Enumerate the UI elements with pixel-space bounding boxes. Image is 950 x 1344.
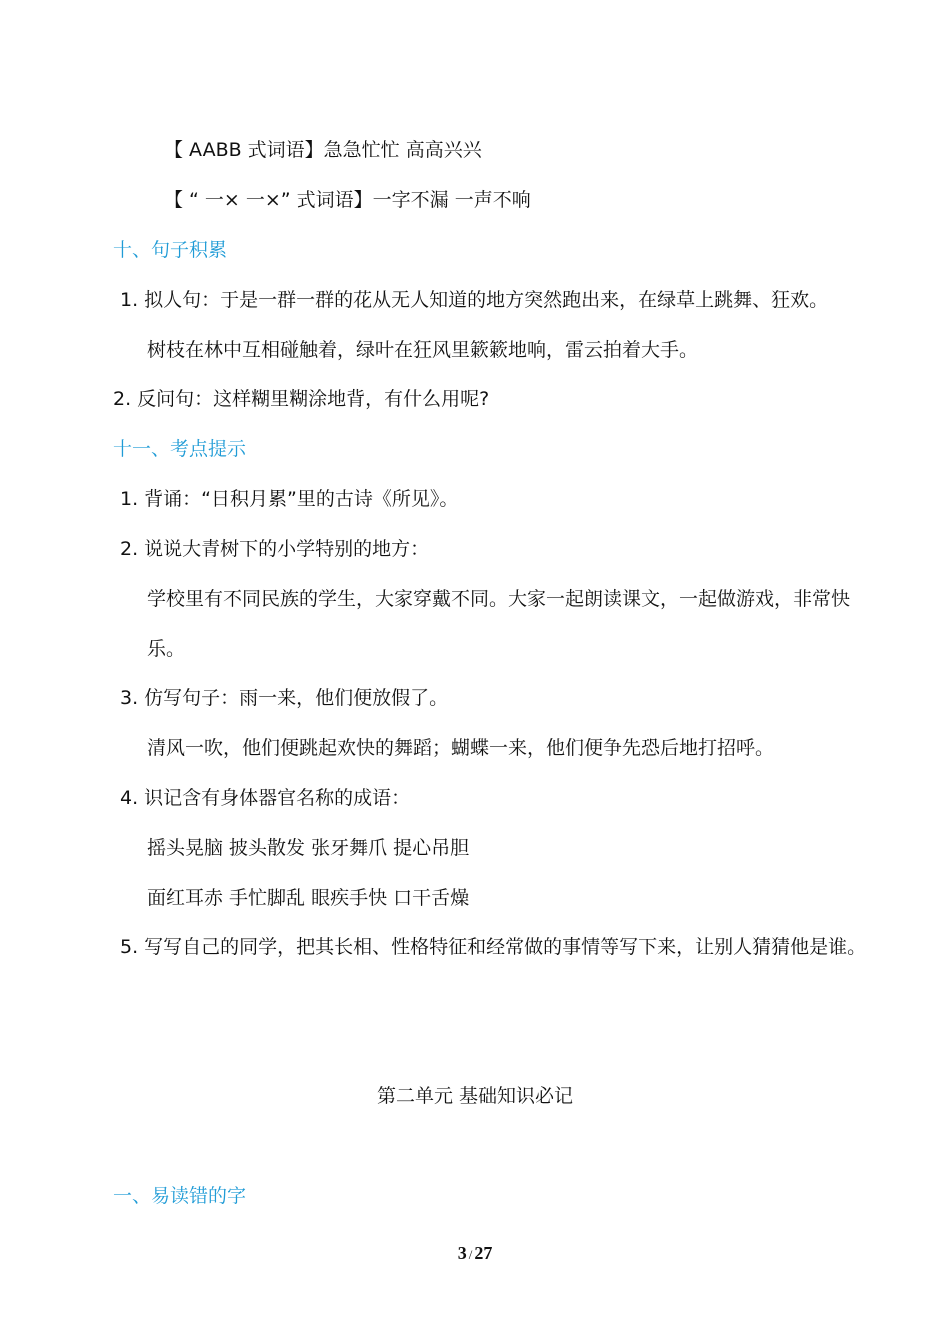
sentence-item-2: 2. 反问句：这样糊里糊涂地背，有什么用呢?: [113, 388, 490, 410]
page-number: [0, 1243, 950, 1264]
section-heading-misread-characters: 一、易读错的字: [113, 1185, 247, 1207]
key-point-4-idioms-1: 摇头晃脑 披头散发 张牙舞爪 提心吊胆: [147, 837, 470, 859]
key-point-2: 2. 说说大青树下的小学特别的地方：: [120, 538, 430, 560]
sentence-item-1: 1. 拟人句：于是一群一群的花从无人知道的地方突然跑出来，在绿草上跳舞、狂欢。: [120, 289, 829, 311]
unit-title: 第二单元 基础知识必记: [376, 1085, 574, 1107]
current-page: 3: [457, 1243, 467, 1263]
section-heading-sentence-accumulation: 十、句子积累: [113, 239, 228, 261]
yi-yi-words-line: 【 “ 一× 一×” 式词语】一字不漏 一声不响: [164, 189, 531, 211]
key-point-4-idioms-2: 面红耳赤 手忙脚乱 眼疾手快 口干舌燥: [147, 887, 470, 909]
key-point-2-answer-line-1: 学校里有不同民族的学生，大家穿戴不同。大家一起朗读课文，一起做游戏，非常快: [147, 588, 851, 610]
page-separator: /: [468, 1247, 473, 1262]
key-point-1: 1. 背诵：“日积月累”里的古诗《所见》。: [120, 488, 459, 510]
total-pages: 27: [474, 1243, 493, 1263]
key-point-3: 3. 仿写句子：雨一来，他们便放假了。: [120, 687, 449, 709]
sentence-item-1-example: 树枝在林中互相碰触着，绿叶在狂风里簌簌地响，雷云拍着大手。: [147, 339, 699, 361]
aabb-words-line: 【 AABB 式词语】急急忙忙 高高兴兴: [164, 139, 482, 161]
key-point-4: 4. 识记含有身体器官名称的成语：: [120, 787, 411, 809]
key-point-3-answer: 清风一吹，他们便跳起欢快的舞蹈；蝴蝶一来，他们便争先恐后地打招呼。: [147, 737, 775, 759]
section-heading-key-points: 十一、考点提示: [113, 438, 247, 460]
key-point-5: 5. 写写自己的同学，把其长相、性格特征和经常做的事情等写下来，让别人猜猜他是谁。: [120, 936, 867, 958]
key-point-2-answer-line-2: 乐。: [147, 638, 186, 660]
